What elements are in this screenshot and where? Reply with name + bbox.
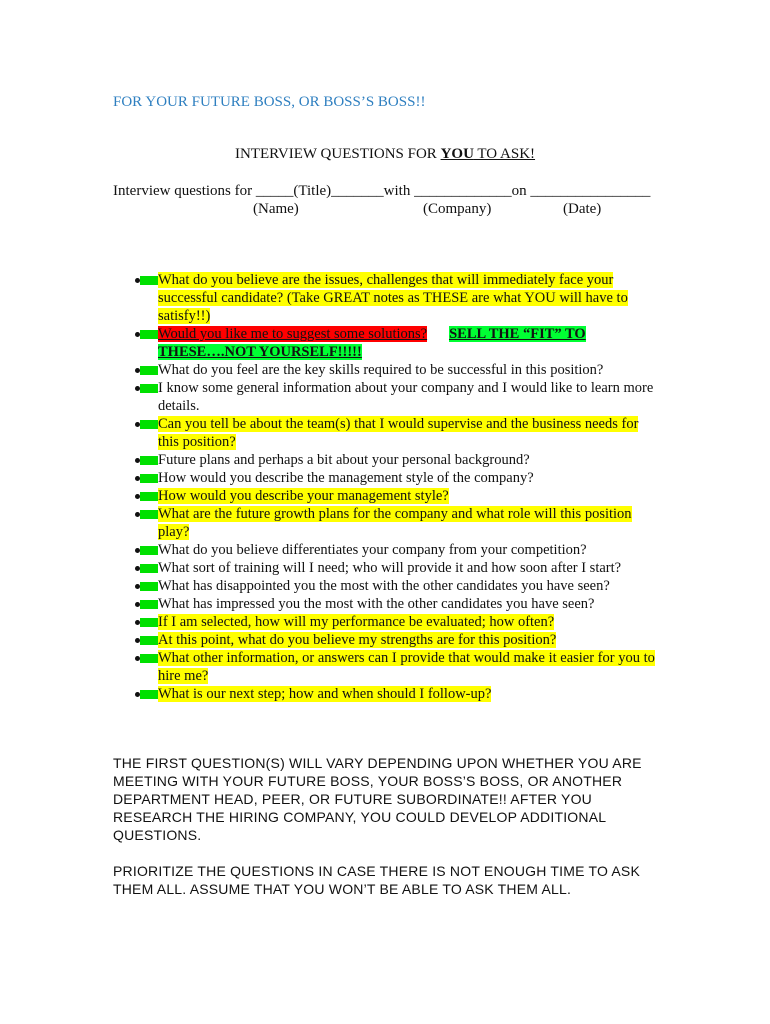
question-item: [113, 559, 658, 577]
label-name: (Name): [253, 201, 299, 217]
subtitle-suffix: TO ASK!: [473, 146, 536, 162]
question-text: At this point, what do you believe my strengths are for this position?: [158, 632, 557, 648]
bullet-icon: [133, 415, 159, 433]
question-text: I know some general information about your company and I would like to learn more details.: [158, 380, 654, 414]
intro-fill-in-line: Interview questions for _____(Title)_______with _____________on ________________: [113, 183, 651, 199]
question-item: [113, 631, 658, 649]
bullet-icon: [133, 541, 159, 559]
subtitle-you-emphasis: YOU: [440, 146, 474, 162]
bullet-icon: [133, 631, 159, 649]
bullet-icon: [133, 649, 159, 667]
question-text: Would you like me to suggest some solutions?: [158, 326, 428, 342]
question-text: What sort of training will I need; who will provide it and how soon after I start?: [158, 560, 622, 576]
question-item: [113, 685, 658, 703]
question-item: [113, 505, 658, 541]
document-top-title: FOR YOUR FUTURE BOSS, OR BOSS’S BOSS!!: [113, 94, 426, 110]
question-item: [113, 577, 658, 595]
document-subtitle: [0, 146, 770, 163]
guidance-paragraph-2: PRIORITIZE THE QUESTIONS IN CASE THERE IS NOT ENOUGH TIME TO ASK THEM ALL. ASSUME THAT YOU WON’T BE ABLE TO ASK THEM ALL.: [113, 863, 641, 897]
bullet-icon: [133, 613, 159, 631]
question-text: How would you describe your management style?: [158, 488, 449, 504]
bullet-icon: [133, 325, 159, 343]
question-item: [113, 649, 658, 685]
bullet-icon: [133, 685, 159, 703]
bullet-icon: [133, 487, 159, 505]
question-item: [113, 361, 658, 379]
question-item: [113, 487, 658, 505]
question-item: [113, 325, 658, 361]
bullet-icon: [133, 559, 159, 577]
question-text: What is our next step; how and when should I follow-up?: [158, 686, 492, 702]
question-text: How would you describe the management style of the company?: [158, 470, 534, 486]
label-date: (Date): [563, 201, 602, 217]
question-text: What other information, or answers can I provide that would make it easier for you to hire me?: [158, 650, 655, 684]
bullet-icon: [133, 379, 159, 397]
bullet-icon: [133, 451, 159, 469]
bullet-icon: [133, 361, 159, 379]
question-item: [113, 613, 658, 631]
bullet-icon: [133, 469, 159, 487]
bullet-icon: [133, 577, 159, 595]
sell-the-fit-note: SELL THE “FIT” TO THESE….NOT YOURSELF!!!!!: [158, 326, 586, 360]
question-text: Can you tell be about the team(s) that I would supervise and the business needs for this position?: [158, 416, 639, 450]
question-text: What has disappointed you the most with the other candidates you have seen?: [158, 578, 610, 594]
question-text: If I am selected, how will my performance be evaluated; how often?: [158, 614, 555, 630]
question-text: What do you believe differentiates your company from your competition?: [158, 542, 587, 558]
question-text: What do you believe are the issues, challenges that will immediately face your successful candidate? (Take GREAT notes as THESE are what YOU will have to satisfy!!): [158, 272, 628, 324]
question-item: [113, 271, 658, 325]
question-text: What are the future growth plans for the company and what role will this position play?: [158, 506, 632, 540]
question-item: [113, 469, 658, 487]
label-company: (Company): [423, 201, 492, 217]
bullet-icon: [133, 271, 159, 289]
subtitle-prefix: INTERVIEW QUESTIONS FOR: [234, 146, 441, 162]
question-item: [113, 379, 658, 415]
question-item: [113, 595, 658, 613]
question-item: [113, 451, 658, 469]
question-item: [113, 415, 658, 451]
question-list: [113, 271, 658, 703]
bullet-icon: [133, 595, 159, 613]
question-text: Future plans and perhaps a bit about your personal background?: [158, 452, 530, 468]
bullet-icon: [133, 505, 159, 523]
question-text: What do you feel are the key skills required to be successful in this position?: [158, 362, 604, 378]
question-item: [113, 541, 658, 559]
question-text: What has impressed you the most with the other candidates you have seen?: [158, 596, 595, 612]
guidance-paragraph-1: THE FIRST QUESTION(S) WILL VARY DEPENDING UPON WHETHER YOU ARE MEETING WITH YOUR FUTURE BOSS, YOUR BOSS’S BOSS, OR ANOTHER DEPARTMENT HEAD, PEER, OR FUTURE SUBORDINATE!! AFTER YOU RESEARCH THE HIRING COMPANY, YOU COULD DEVELOP ADDITIONAL QUESTIONS.: [113, 755, 642, 843]
